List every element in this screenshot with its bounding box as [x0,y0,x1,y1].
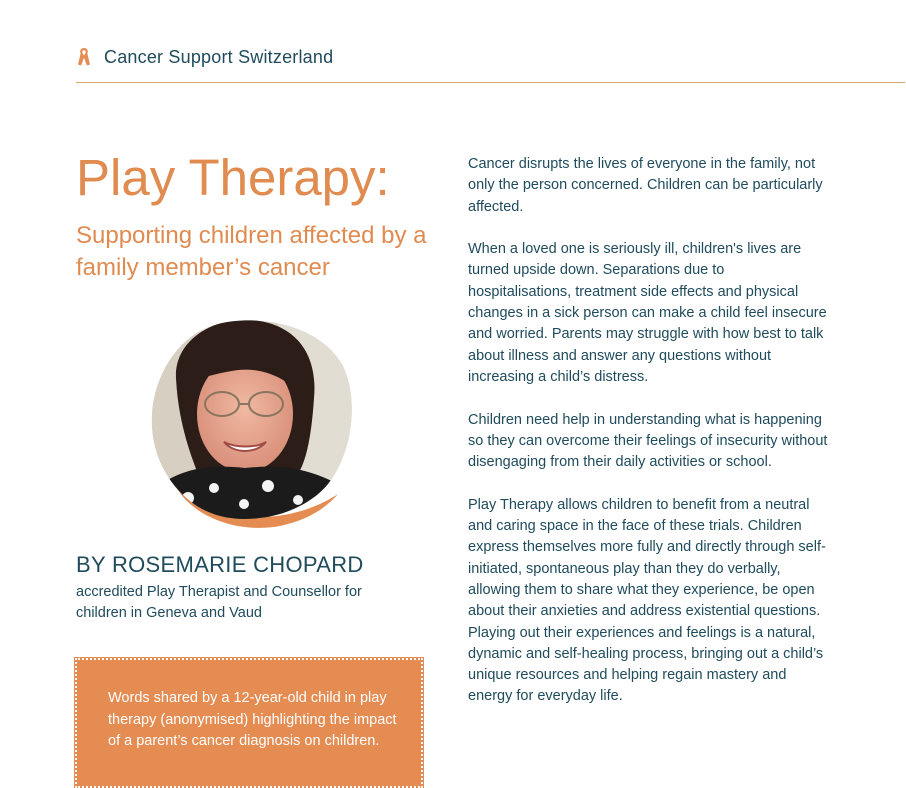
site-header [76,43,333,71]
body-paragraph: When a loved one is seriously ill, children's lives are turned upside down. Separations due to hospitalisations, treatment side effects and physical changes in a sick person can make a child feel insecure and worried. Parents may struggle with how best to talk about illness and answer any questions without increasing a child’s distress. [468,241,827,385]
body-paragraph: Play Therapy allows children to benefit from a neutral and caring space in the face of these trials. Children express themselves more fully and directly through self-initiated, spontaneous play than they do verbally, allowing them to share what they experience, be open about their anxieties and address existential questions. Playing out their experiences and feelings is a natural, dynamic and self-healing process, bringing out a child’s unique resources and helping regain mastery and energy for everyday life. [468,496,826,705]
body-paragraph: Children need help in understanding what is happening so they can overcome their feelings of insecurity without disengaging from their daily activities or school. [468,411,828,471]
quote-intro-text: Words shared by a 12-year-old child in play therapy (anonymised) highlighting the impact of a parent’s cancer diagnosis on children. [108,690,397,749]
ribbon-icon [76,45,92,69]
article-body [468,154,828,729]
author-byline: BY ROSEMARIE CHOPARD [76,552,364,577]
brand-name[interactable]: Cancer Support Switzerland [104,46,334,67]
article-subtitle: Supporting children affected by a family member’s cancer [76,222,427,281]
quote-box [75,658,423,788]
author-credential: accredited Play Therapist and Counsellor for children in Geneva and Vaud [76,584,362,621]
article-title: Play Therapy: [76,149,390,206]
author-photo [148,318,354,530]
body-paragraph: Cancer disrupts the lives of everyone in the family, not only the person concerned. Children can be particularly affected. [468,156,823,215]
header-divider [76,82,905,83]
